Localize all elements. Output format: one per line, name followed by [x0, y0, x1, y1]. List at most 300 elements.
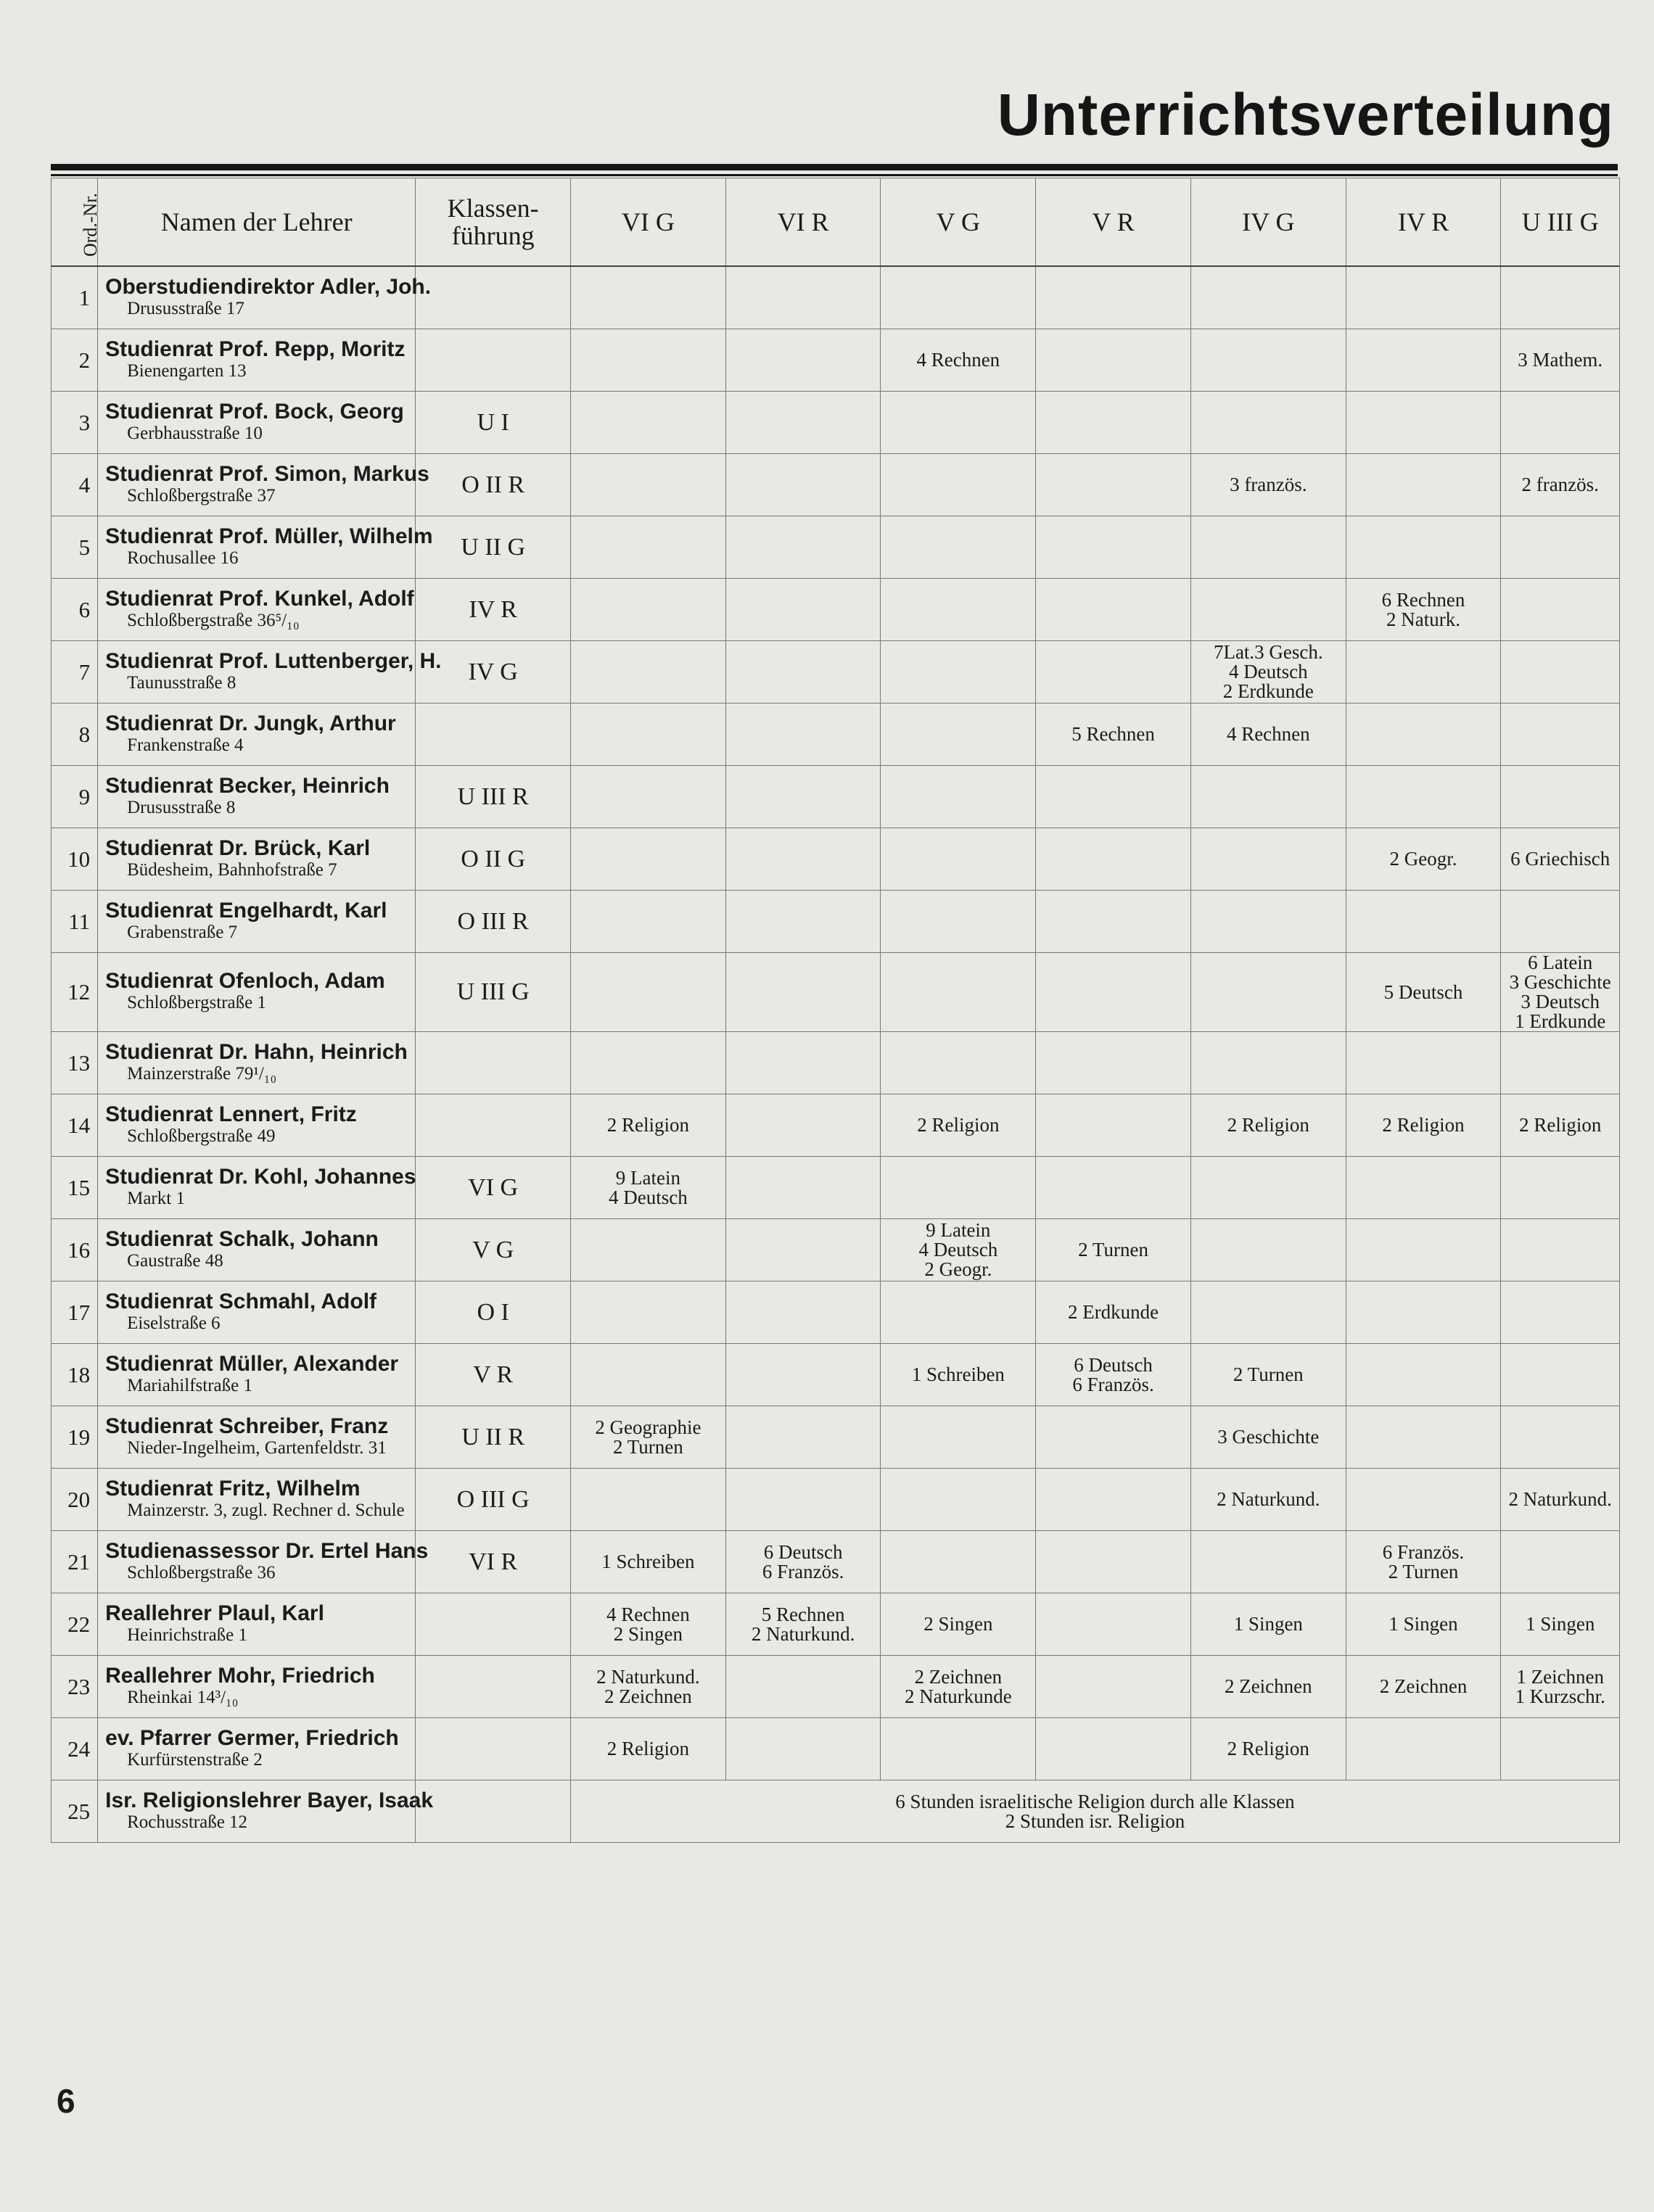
- table-row: [52, 1531, 1620, 1593]
- order-number: 11: [52, 891, 98, 953]
- lesson-cell: [725, 1219, 881, 1282]
- teacher-name: Oberstudiendirektor Adler, Joh.: [105, 274, 432, 299]
- lesson-cell: 2 Religion: [1346, 1094, 1501, 1157]
- teacher-address: Rochusallee 16: [127, 548, 239, 568]
- lesson-cell: [725, 579, 881, 641]
- lesson-cell: [725, 1656, 881, 1718]
- class-leadership: VI G: [416, 1157, 571, 1219]
- class-leadership: V R: [416, 1344, 571, 1406]
- lesson-cell: [725, 1157, 881, 1219]
- lesson-cell: 2 Religion: [1190, 1094, 1346, 1157]
- table-row: [52, 1593, 1620, 1656]
- lesson-cell: 6 Deutsch 6 Französ.: [1036, 1344, 1191, 1406]
- lesson-cell: [881, 766, 1036, 828]
- page-title: Unterrichtsverteilung: [997, 82, 1614, 148]
- lesson-cell: [1501, 1219, 1620, 1282]
- lesson-cell: [725, 329, 881, 392]
- teacher-address: Gerbhausstraße 10: [127, 423, 263, 443]
- teacher-address: Mainzerstr. 3, zugl. Rechner d. Schule: [127, 1500, 405, 1520]
- lesson-cell: [1036, 579, 1191, 641]
- order-number: 23: [52, 1656, 98, 1718]
- lesson-cell: [1190, 1032, 1346, 1094]
- lesson-cell: [1190, 1219, 1346, 1282]
- teacher-cell: [98, 766, 416, 828]
- teacher-cell: [98, 703, 416, 766]
- lesson-cell: [1346, 266, 1501, 329]
- order-number: 6: [52, 579, 98, 641]
- table-row: [52, 1282, 1620, 1344]
- teacher-name: Studienrat Ofenloch, Adam: [105, 969, 385, 993]
- teacher-cell: [98, 1406, 416, 1469]
- teacher-address: Schloßbergstraße 36⁵/₁₀: [127, 610, 300, 630]
- lesson-cell: [725, 766, 881, 828]
- lesson-cell: [571, 1344, 726, 1406]
- lesson-cell: [1036, 516, 1191, 579]
- lesson-cell: [881, 703, 1036, 766]
- teacher-cell: [98, 579, 416, 641]
- lesson-cell: [571, 641, 726, 703]
- table-row: [52, 329, 1620, 392]
- lesson-cell: [881, 392, 1036, 454]
- lesson-cell: [1036, 1531, 1191, 1593]
- lesson-cell: [1036, 392, 1191, 454]
- lesson-cell: [1501, 766, 1620, 828]
- header-class-v-g: V G: [881, 178, 1036, 267]
- lesson-cell: [1346, 1406, 1501, 1469]
- lesson-cell: [1190, 329, 1346, 392]
- teacher-name: Studienrat Becker, Heinrich: [105, 773, 390, 798]
- lesson-cell: [725, 953, 881, 1032]
- lesson-cell: [1346, 641, 1501, 703]
- order-number: 22: [52, 1593, 98, 1656]
- table-row: [52, 1032, 1620, 1094]
- lesson-cell: [1036, 828, 1191, 891]
- lesson-cell: [571, 891, 726, 953]
- order-number: 20: [52, 1469, 98, 1531]
- lesson-cell: 2 Naturkund.: [1190, 1469, 1346, 1531]
- lesson-cell: 1 Schreiben: [571, 1531, 726, 1593]
- lesson-cell: [1346, 1219, 1501, 1282]
- order-number: 4: [52, 454, 98, 516]
- lesson-cell: [1346, 516, 1501, 579]
- lesson-cell: [571, 1032, 726, 1094]
- teacher-name: Studienrat Müller, Alexander: [105, 1351, 399, 1376]
- lesson-cell: [1501, 516, 1620, 579]
- table-row: [52, 703, 1620, 766]
- lesson-cell: 2 Naturkund. 2 Zeichnen: [571, 1656, 726, 1718]
- lesson-cell: [1190, 953, 1346, 1032]
- page-number: 6: [57, 2082, 75, 2120]
- lesson-cell: [881, 891, 1036, 953]
- teacher-address: Heinrichstraße 1: [127, 1625, 248, 1645]
- teacher-address: Drususstraße 17: [127, 298, 244, 318]
- lesson-cell: [1190, 1157, 1346, 1219]
- lesson-cell: [1501, 703, 1620, 766]
- teacher-name: Studienassessor Dr. Ertel Hans: [105, 1538, 429, 1563]
- teacher-cell: [98, 641, 442, 703]
- teacher-name: Reallehrer Mohr, Friedrich: [105, 1663, 375, 1688]
- class-leadership: O II G: [416, 828, 571, 891]
- teacher-cell: [98, 329, 416, 392]
- lesson-cell: [1501, 1718, 1620, 1780]
- lesson-cell: [1190, 1531, 1346, 1593]
- teacher-address: Mariahilfstraße 1: [127, 1375, 252, 1395]
- lesson-cell: [1190, 828, 1346, 891]
- order-number: 10: [52, 828, 98, 891]
- lesson-cell: [1501, 579, 1620, 641]
- lesson-cell: [1036, 454, 1191, 516]
- table-row: [52, 1157, 1620, 1219]
- schedule-body: [52, 266, 1620, 1843]
- header-row: [52, 178, 1620, 267]
- teacher-cell: [98, 828, 416, 891]
- lesson-cell: [725, 1469, 881, 1531]
- lesson-cell: [1190, 766, 1346, 828]
- lesson-cell: 1 Singen: [1501, 1593, 1620, 1656]
- lesson-cell: 4 Rechnen: [881, 329, 1036, 392]
- table-row: [52, 1718, 1620, 1780]
- lesson-cell: [881, 1157, 1036, 1219]
- lesson-cell: [571, 1469, 726, 1531]
- lesson-cell: [1036, 953, 1191, 1032]
- lesson-cell: 6 Stunden israelitische Religion durch alle Klassen 2 Stunden isr. Religion: [571, 1780, 1620, 1843]
- lesson-cell: [571, 392, 726, 454]
- header-class-iv-g: IV G: [1190, 178, 1346, 267]
- lesson-cell: [725, 516, 881, 579]
- table-row: [52, 766, 1620, 828]
- table-row: [52, 1219, 1620, 1282]
- lesson-cell: [1036, 1469, 1191, 1531]
- lesson-cell: 2 Religion: [571, 1718, 726, 1780]
- teacher-address: Schloßbergstraße 1: [127, 993, 266, 1012]
- header-class-iv-r: IV R: [1346, 178, 1501, 267]
- table-row: [52, 1406, 1620, 1469]
- lesson-cell: 4 Rechnen: [1190, 703, 1346, 766]
- lesson-cell: [1036, 1593, 1191, 1656]
- teacher-cell: [98, 1032, 416, 1094]
- title-rule-thick: [51, 164, 1618, 170]
- teacher-address: Schloßbergstraße 49: [127, 1126, 276, 1146]
- lesson-cell: 2 französ.: [1501, 454, 1620, 516]
- table-row: [52, 1094, 1620, 1157]
- teacher-name: Studienrat Fritz, Wilhelm: [105, 1476, 361, 1501]
- class-leadership: U III R: [416, 766, 571, 828]
- class-leadership: O II R: [416, 454, 571, 516]
- lesson-cell: 2 Religion: [1190, 1718, 1346, 1780]
- teacher-address: Frankenstraße 4: [127, 735, 244, 755]
- lesson-cell: 1 Zeichnen 1 Kurzschr.: [1501, 1656, 1620, 1718]
- teacher-name: Reallehrer Plaul, Karl: [105, 1601, 324, 1625]
- lesson-cell: 1 Singen: [1190, 1593, 1346, 1656]
- teacher-cell: [98, 1344, 416, 1406]
- lesson-cell: 7Lat.3 Gesch. 4 Deutsch 2 Erdkunde: [1190, 641, 1346, 703]
- lesson-cell: [1036, 266, 1191, 329]
- class-leadership: U III G: [416, 953, 571, 1032]
- order-number: 14: [52, 1094, 98, 1157]
- lesson-cell: 6 Deutsch 6 Französ.: [725, 1531, 881, 1593]
- lesson-cell: [1346, 454, 1501, 516]
- lesson-cell: [881, 641, 1036, 703]
- lesson-cell: [881, 1032, 1036, 1094]
- class-leadership: [416, 266, 571, 329]
- class-leadership: U I: [416, 392, 571, 454]
- lesson-cell: [1346, 1032, 1501, 1094]
- teacher-cell: [98, 1656, 416, 1718]
- lesson-cell: [1036, 1656, 1191, 1718]
- order-number: 5: [52, 516, 98, 579]
- teacher-name: Studienrat Dr. Kohl, Johannes: [105, 1164, 416, 1189]
- order-number: 1: [52, 266, 98, 329]
- table-row: [52, 1344, 1620, 1406]
- teacher-name: Studienrat Schalk, Johann: [105, 1226, 379, 1251]
- lesson-cell: [881, 516, 1036, 579]
- lesson-cell: [1036, 1157, 1191, 1219]
- lesson-cell: [1190, 579, 1346, 641]
- table-row: [52, 516, 1620, 579]
- lesson-cell: 2 Religion: [571, 1094, 726, 1157]
- lesson-cell: [1501, 266, 1620, 329]
- lesson-cell: 2 Zeichnen 2 Naturkunde: [881, 1656, 1036, 1718]
- teacher-cell: [98, 392, 416, 454]
- class-leadership: O I: [416, 1282, 571, 1344]
- schedule-table: [51, 178, 1620, 1843]
- lesson-cell: [571, 953, 726, 1032]
- lesson-cell: [725, 266, 881, 329]
- teacher-address: Büdesheim, Bahnhofstraße 7: [127, 859, 337, 880]
- teacher-address: Mainzerstraße 79¹/₁₀: [127, 1063, 277, 1084]
- lesson-cell: [725, 1406, 881, 1469]
- class-leadership: O III G: [416, 1469, 571, 1531]
- table-row: [52, 953, 1620, 1032]
- teacher-address: Schloßbergstraße 37: [127, 485, 276, 505]
- lesson-cell: [571, 579, 726, 641]
- teacher-cell: [98, 1718, 416, 1780]
- teacher-cell: [98, 266, 432, 329]
- lesson-cell: [725, 454, 881, 516]
- order-number: 15: [52, 1157, 98, 1219]
- lesson-cell: [1036, 1032, 1191, 1094]
- teacher-address: Rochusstraße 12: [127, 1812, 248, 1832]
- teacher-name: Studienrat Schreiber, Franz: [105, 1414, 389, 1438]
- teacher-name: Studienrat Prof. Kunkel, Adolf: [105, 586, 414, 611]
- teacher-name: Studienrat Prof. Bock, Georg: [105, 399, 404, 424]
- teacher-cell: [98, 1157, 416, 1219]
- order-number: 9: [52, 766, 98, 828]
- class-leadership: [416, 1094, 571, 1157]
- lesson-cell: 6 Rechnen 2 Naturk.: [1346, 579, 1501, 641]
- teacher-address: Gaustraße 48: [127, 1250, 223, 1271]
- lesson-cell: [725, 641, 881, 703]
- lesson-cell: [1501, 1157, 1620, 1219]
- teacher-name: Isr. Religionslehrer Bayer, Isaak: [105, 1788, 434, 1812]
- lesson-cell: 2 Turnen: [1036, 1219, 1191, 1282]
- lesson-cell: [1036, 1406, 1191, 1469]
- teacher-cell: [98, 1531, 429, 1593]
- lesson-cell: [881, 953, 1036, 1032]
- lesson-cell: [881, 1718, 1036, 1780]
- order-number: 7: [52, 641, 98, 703]
- lesson-cell: [1346, 703, 1501, 766]
- teacher-address: Schloßbergstraße 36: [127, 1562, 276, 1582]
- lesson-cell: [571, 703, 726, 766]
- lesson-cell: [725, 1094, 881, 1157]
- lesson-cell: 3 Mathem.: [1501, 329, 1620, 392]
- lesson-cell: [571, 454, 726, 516]
- lesson-cell: [881, 1282, 1036, 1344]
- teacher-cell: [98, 1780, 434, 1843]
- lesson-cell: [1190, 392, 1346, 454]
- teacher-cell: [98, 1094, 416, 1157]
- class-leadership: [416, 1718, 571, 1780]
- class-leadership: U II R: [416, 1406, 571, 1469]
- teacher-name: Studienrat Prof. Simon, Markus: [105, 461, 429, 486]
- teacher-cell: [98, 1593, 416, 1656]
- lesson-cell: [1501, 641, 1620, 703]
- lesson-cell: 2 Turnen: [1190, 1344, 1346, 1406]
- class-leadership: [416, 1593, 571, 1656]
- class-leadership: U II G: [416, 516, 571, 579]
- teacher-name: Studienrat Dr. Jungk, Arthur: [105, 711, 396, 735]
- lesson-cell: [725, 1344, 881, 1406]
- lesson-cell: [1346, 891, 1501, 953]
- header-class-vi-g: VI G: [571, 178, 726, 267]
- lesson-cell: [881, 828, 1036, 891]
- lesson-cell: [1346, 1469, 1501, 1531]
- teacher-address: Grabenstraße 7: [127, 922, 238, 942]
- lesson-cell: [1501, 1406, 1620, 1469]
- lesson-cell: [1501, 1032, 1620, 1094]
- lesson-cell: [1036, 766, 1191, 828]
- lesson-cell: [1036, 891, 1191, 953]
- table-row: [52, 1780, 1620, 1843]
- lesson-cell: [1190, 1282, 1346, 1344]
- lesson-cell: [1036, 1094, 1191, 1157]
- lesson-cell: [1346, 1718, 1501, 1780]
- lesson-cell: 6 Latein 3 Geschichte 3 Deutsch 1 Erdkunde: [1501, 953, 1620, 1032]
- table-row: [52, 828, 1620, 891]
- lesson-cell: [725, 891, 881, 953]
- lesson-cell: [725, 392, 881, 454]
- header-klassenfuehrung: Klassen- führung: [416, 178, 571, 267]
- lesson-cell: [1501, 1282, 1620, 1344]
- teacher-cell: [98, 516, 433, 579]
- class-leadership: O III R: [416, 891, 571, 953]
- table-row: [52, 641, 1620, 703]
- teacher-cell: [98, 953, 416, 1032]
- teacher-address: Nieder-Ingelheim, Gartenfeldstr. 31: [127, 1437, 387, 1458]
- lesson-cell: [571, 329, 726, 392]
- teacher-name: Studienrat Engelhardt, Karl: [105, 898, 387, 923]
- lesson-cell: 2 Geographie 2 Turnen: [571, 1406, 726, 1469]
- class-leadership: IV G: [416, 641, 571, 703]
- teacher-address: Markt 1: [127, 1188, 185, 1208]
- lesson-cell: [1346, 392, 1501, 454]
- lesson-cell: [725, 828, 881, 891]
- lesson-cell: 6 Griechisch: [1501, 828, 1620, 891]
- lesson-cell: [881, 454, 1036, 516]
- lesson-cell: 1 Singen: [1346, 1593, 1501, 1656]
- table-row: [52, 392, 1620, 454]
- lesson-cell: [1346, 1157, 1501, 1219]
- teacher-address: Bienengarten 13: [127, 360, 247, 381]
- order-number: 25: [52, 1780, 98, 1843]
- teacher-cell: [98, 1469, 416, 1531]
- lesson-cell: [881, 1531, 1036, 1593]
- lesson-cell: [725, 703, 881, 766]
- class-leadership: VI R: [416, 1531, 571, 1593]
- lesson-cell: [571, 1219, 726, 1282]
- lesson-cell: [1036, 329, 1191, 392]
- lesson-cell: [1190, 891, 1346, 953]
- lesson-cell: [1036, 641, 1191, 703]
- lesson-cell: [1501, 1531, 1620, 1593]
- order-number: 13: [52, 1032, 98, 1094]
- lesson-cell: 5 Rechnen 2 Naturkund.: [725, 1593, 881, 1656]
- order-number: 12: [52, 953, 98, 1032]
- title-rule-thin: [51, 174, 1618, 176]
- lesson-cell: 5 Rechnen: [1036, 703, 1191, 766]
- order-number: 17: [52, 1282, 98, 1344]
- lesson-cell: [1346, 329, 1501, 392]
- table-row: [52, 579, 1620, 641]
- lesson-cell: 9 Latein 4 Deutsch: [571, 1157, 726, 1219]
- teacher-name: Studienrat Dr. Hahn, Heinrich: [105, 1039, 408, 1064]
- order-number: 16: [52, 1219, 98, 1282]
- lesson-cell: [1190, 266, 1346, 329]
- header-class-v-r: V R: [1036, 178, 1191, 267]
- order-number: 8: [52, 703, 98, 766]
- lesson-cell: [1346, 766, 1501, 828]
- lesson-cell: [571, 266, 726, 329]
- order-number: 2: [52, 329, 98, 392]
- lesson-cell: [571, 1282, 726, 1344]
- teacher-name: ev. Pfarrer Germer, Friedrich: [105, 1725, 399, 1750]
- header-nr: Ord.-Nr.: [52, 178, 98, 267]
- lesson-cell: [1346, 1282, 1501, 1344]
- class-leadership: [416, 703, 571, 766]
- teacher-name: Studienrat Prof. Luttenberger, H.: [105, 648, 442, 673]
- teacher-address: Taunusstraße 8: [127, 672, 236, 693]
- order-number: 3: [52, 392, 98, 454]
- class-leadership: [416, 1656, 571, 1718]
- order-number: 24: [52, 1718, 98, 1780]
- teacher-address: Eiselstraße 6: [127, 1313, 221, 1333]
- teacher-cell: [98, 454, 429, 516]
- table-row: [52, 1656, 1620, 1718]
- lesson-cell: 2 Naturkund.: [1501, 1469, 1620, 1531]
- teacher-cell: [98, 1219, 416, 1282]
- table-row: [52, 266, 1620, 329]
- lesson-cell: 2 Geogr.: [1346, 828, 1501, 891]
- lesson-cell: 6 Französ. 2 Turnen: [1346, 1531, 1501, 1593]
- lesson-cell: 2 Singen: [881, 1593, 1036, 1656]
- class-leadership: IV R: [416, 579, 571, 641]
- lesson-cell: 3 französ.: [1190, 454, 1346, 516]
- lesson-cell: 2 Religion: [1501, 1094, 1620, 1157]
- order-number: 21: [52, 1531, 98, 1593]
- lesson-cell: 3 Geschichte: [1190, 1406, 1346, 1469]
- table-row: [52, 1469, 1620, 1531]
- teacher-cell: [98, 891, 416, 953]
- lesson-cell: 2 Zeichnen: [1346, 1656, 1501, 1718]
- order-number: 18: [52, 1344, 98, 1406]
- header-class-u-iii-g: U III G: [1501, 178, 1620, 267]
- teacher-address: Kurfürstenstraße 2: [127, 1749, 263, 1770]
- teacher-name: Studienrat Prof. Repp, Moritz: [105, 337, 406, 361]
- class-leadership: [416, 1032, 571, 1094]
- lesson-cell: 9 Latein 4 Deutsch 2 Geogr.: [881, 1219, 1036, 1282]
- lesson-cell: 2 Religion: [881, 1094, 1036, 1157]
